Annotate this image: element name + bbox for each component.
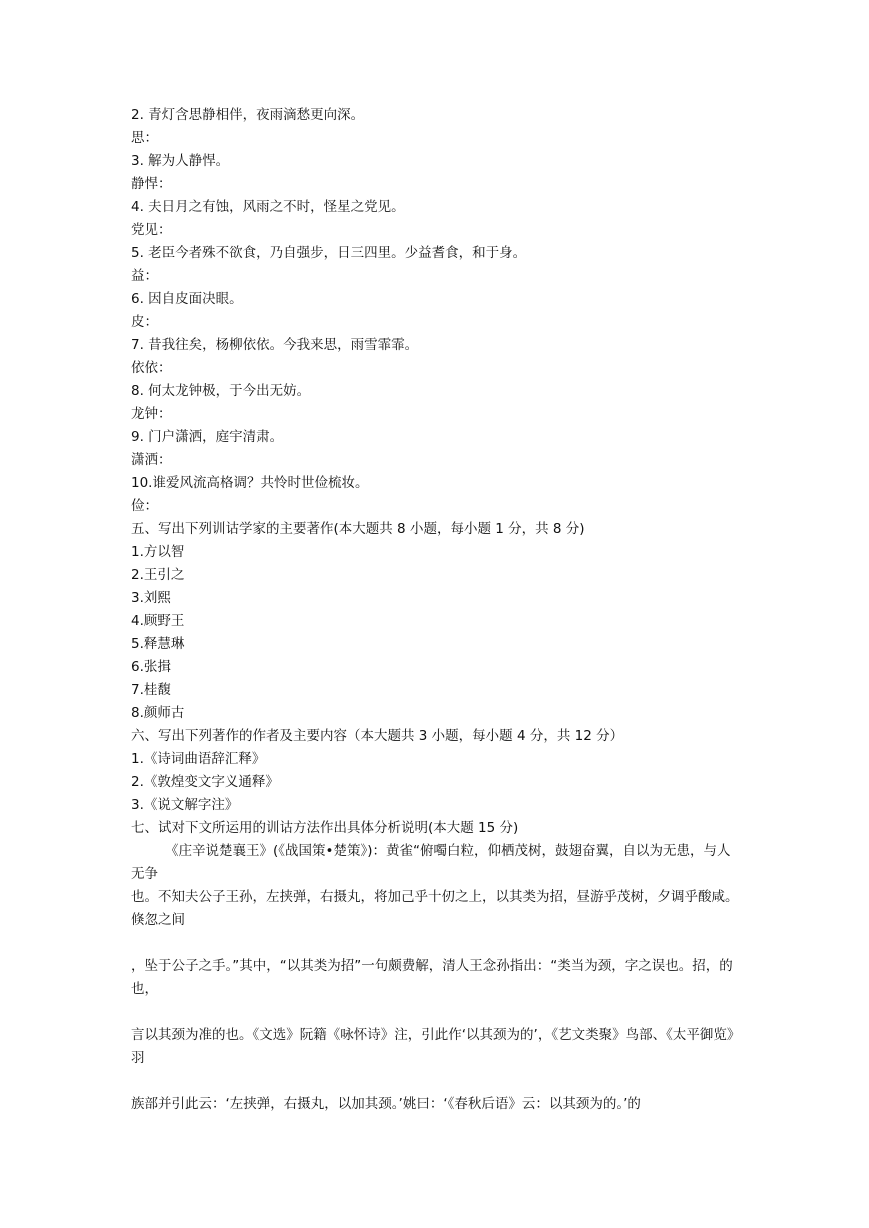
list-item: 5.释慧琳 [131, 636, 185, 652]
question-line: 9. 门户潇洒，庭宇清肃。 [131, 429, 284, 445]
list-item: 6.张揖 [131, 659, 171, 675]
passage-paragraph: 言以其颈为准的也。《文选》阮籍《咏怀诗》注，引此作‘以其颈为的’，《艺文类聚》鸟部、《太平御览》羽 [131, 1027, 741, 1066]
answer-label: 依依： [131, 360, 172, 376]
answer-label: 潇洒： [131, 452, 172, 468]
list-item: 8.颜师古 [131, 705, 185, 721]
list-item: 2.《敦煌变文字义通释》 [131, 774, 279, 790]
list-item: 2.王引之 [131, 567, 185, 583]
passage-paragraph: ，坠于公子之手。”其中，“以其类为招”一句颇费解，清人王念孙指出：“类当为颈，字之误也。招，的也， [131, 958, 733, 997]
document-body [131, 104, 741, 1116]
list-item: 1.《诗词曲语辞汇释》 [131, 751, 266, 767]
answer-label: 俭： [131, 498, 158, 514]
list-item: 3.《说文解字注》 [131, 797, 239, 813]
list-item: 1.方以智 [131, 544, 185, 560]
answer-label: 皮： [131, 314, 158, 330]
question-line: 3. 解为人静悍。 [131, 153, 230, 169]
answer-label: 益： [131, 268, 158, 284]
question-line: 8. 何太龙钟极，于今出无妨。 [131, 383, 311, 399]
section-heading: 六、写出下列著作的作者及主要内容（本大题共 3 小题，每小题 4 分，共 12 分） [131, 728, 624, 744]
passage-paragraph: 也。不知夫公子王孙，左挟弹，右摄丸，将加己乎十仞之上，以其类为招，昼游乎茂树，夕调乎酸咸。倏忽之间 [131, 889, 739, 928]
answer-label: 党见： [131, 222, 172, 238]
list-item: 4.顾野王 [131, 613, 185, 629]
question-line: 7. 昔我往矣，杨柳依依。今我来思，雨雪霏霏。 [131, 337, 419, 353]
question-line: 2. 青灯含思静相伴，夜雨滴愁更向深。 [131, 107, 365, 123]
section-heading: 五、写出下列训诂学家的主要著作(本大题共 8 小题，每小题 1 分，共 8 分) [131, 521, 585, 537]
question-line: 5. 老臣今者殊不欲食，乃自强步，日三四里。少益耆食，和于身。 [131, 245, 527, 261]
answer-label: 静悍： [131, 176, 172, 192]
question-line: 4. 夫日月之有蚀，风雨之不时，怪星之党见。 [131, 199, 405, 215]
passage-paragraph: 族部并引此云：‘左挟弹，右摄丸，以加其颈。’姚曰：‘《春秋后语》云：以其颈为的。’的 [131, 1096, 641, 1112]
answer-label: 思： [131, 130, 158, 146]
question-line: 10.谁爱风流高格调？共怜时世俭梳妆。 [131, 475, 369, 491]
section-heading: 七、试对下文所运用的训诂方法作出具体分析说明(本大题 15 分) [131, 820, 519, 836]
answer-label: 龙钟： [131, 406, 172, 422]
list-item: 7.桂馥 [131, 682, 171, 698]
list-item: 3.刘熙 [131, 590, 171, 606]
question-line: 6. 因自皮面决眼。 [131, 291, 243, 307]
passage-paragraph: 《庄辛说楚襄王》(《战国策•楚策》)：黄雀“俯噣白粒，仰栖茂树，鼓翅奋翼，自以为无患，与人无争 [131, 843, 731, 882]
